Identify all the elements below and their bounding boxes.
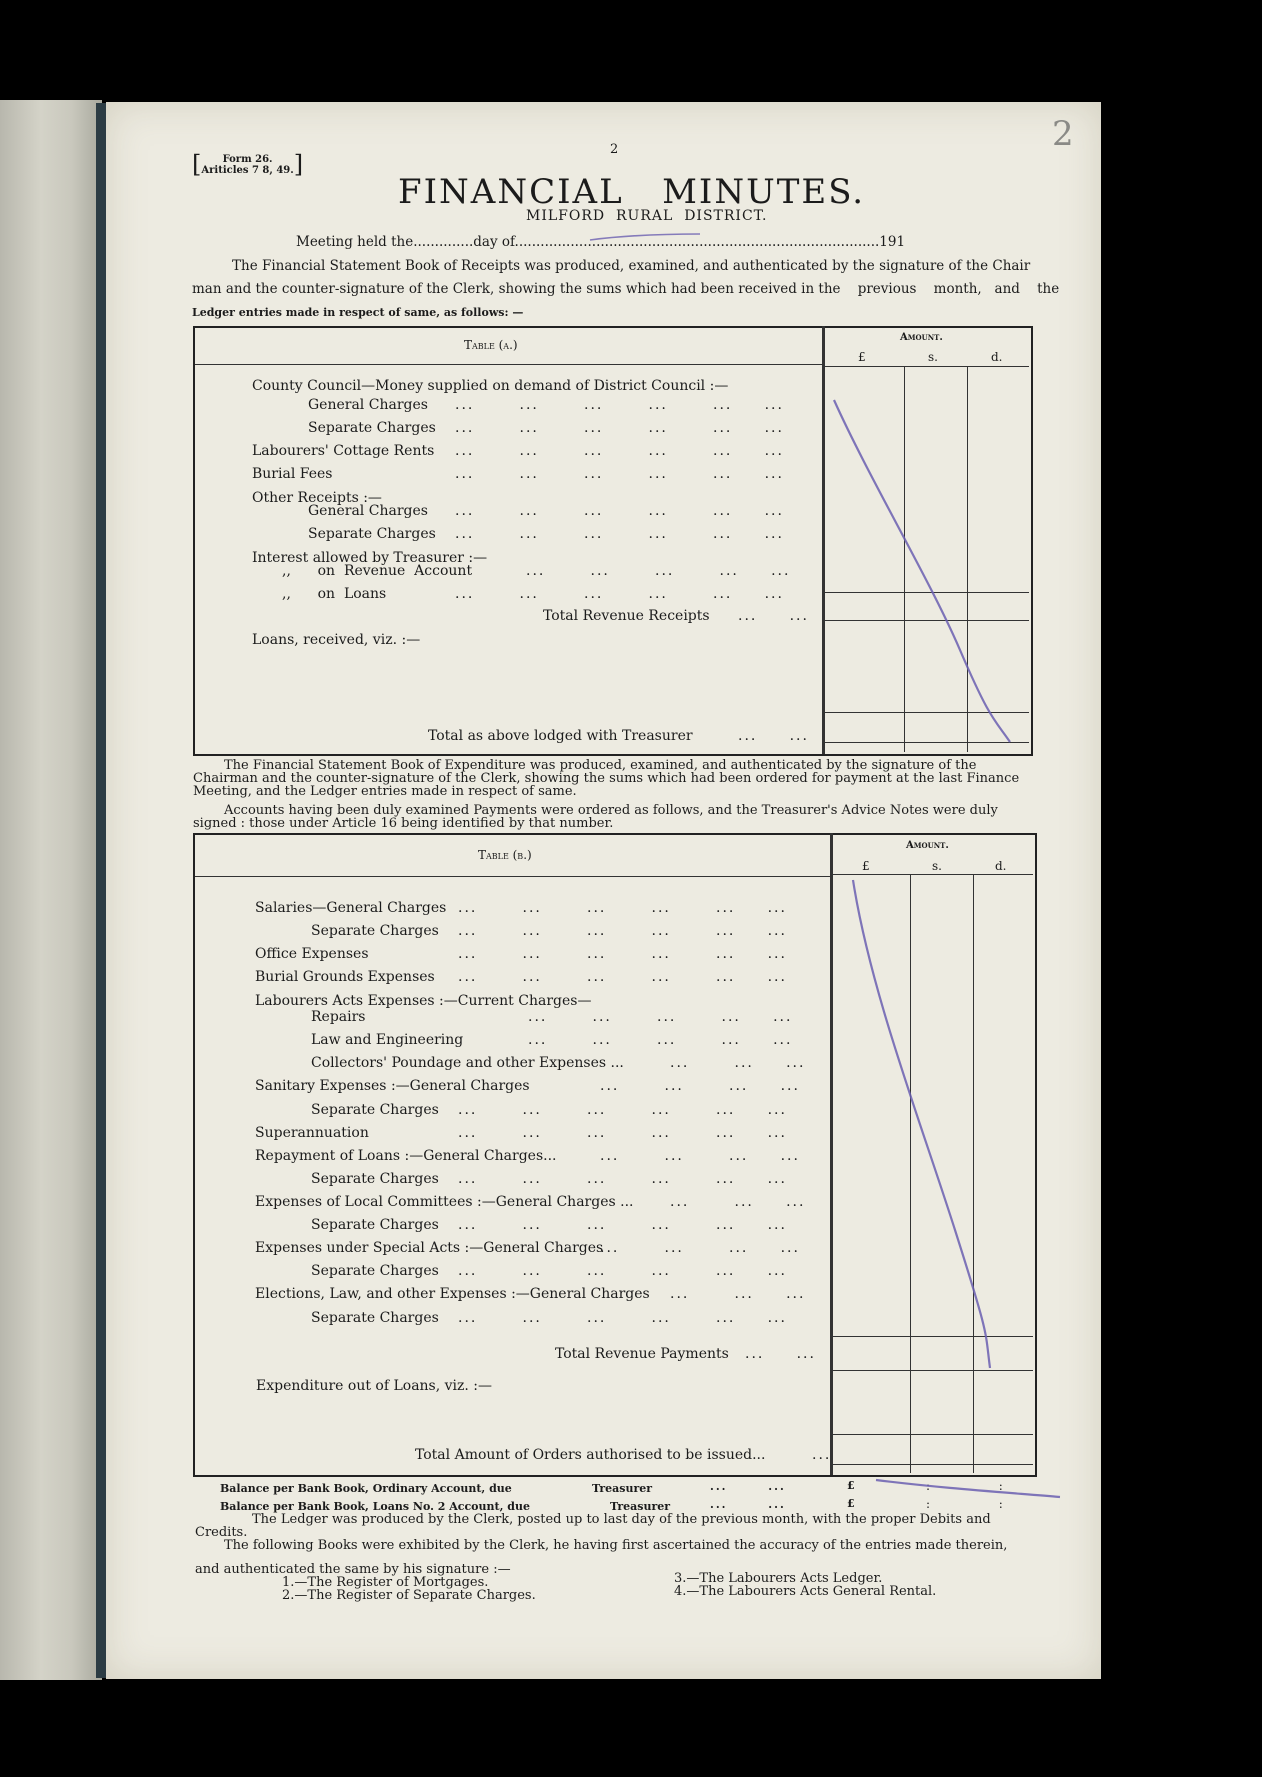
books-line-1: The following Books were exhibited by the Clerk, he having first ascertained the accuracy of the entries made therein, [224, 1538, 1008, 1553]
table-a-row: Burial Fees [252, 466, 333, 482]
balance-ordinary-treasurer: Treasurer [592, 1482, 653, 1495]
book-cover-edge [0, 100, 102, 1680]
dot-leader: ... ... ... ... ... ... [455, 420, 784, 436]
book-list-item: 2.—The Register of Separate Charges. [282, 1588, 536, 1603]
expenditure-intro-3: Meeting, and the Ledger entries made in respect of same. [193, 784, 577, 799]
dot-leader: ... ... ... [670, 1194, 806, 1210]
books-line-2: and authenticated the same by his signature :— [195, 1562, 511, 1577]
table-b-row: Superannuation [255, 1125, 369, 1141]
table-b-row: Collectors' Poundage and other Expenses ... [311, 1055, 624, 1071]
table-b-pounds-header: £ [862, 859, 870, 873]
expenditure-intro-2: Chairman and the counter-signature of the Clerk, showing the sums which had been ordered for payment at the last Finance [193, 771, 1020, 786]
dot-leader: ... ... ... [670, 1286, 806, 1302]
table-a-total-lodged: Total as above lodged with Treasurer [428, 728, 693, 744]
book-list-item: 3.—The Labourers Acts Ledger. [674, 1571, 883, 1586]
table-b-row: Separate Charges [311, 1171, 439, 1187]
table-b-loans-row: Expenditure out of Loans, viz. :— [256, 1378, 493, 1394]
table-a-title: Table (a.) [464, 338, 518, 352]
table-b-row: Salaries—General Charges [255, 900, 447, 916]
book-list-item: 4.—The Labourers Acts General Rental. [674, 1584, 937, 1599]
expenditure-intro-5: signed : those under Article 16 being identified by that number. [193, 816, 614, 831]
dot-leader: ... ... ... ... ... ... [455, 397, 784, 413]
dot-leader: ... ... ... ... ... ... [455, 466, 784, 482]
ledger-line-1: The Ledger was produced by the Clerk, posted up to last day of the previous month, with the proper Debits and [252, 1512, 991, 1527]
form-articles: Ariticles 7 8, 49. [201, 165, 294, 176]
receipts-intro-1: The Financial Statement Book of Receipts was produced, examined, and authenticated by the signature of the Chair [232, 258, 1031, 274]
table-b-row: Repayment of Loans :—General Charges... [255, 1148, 557, 1164]
table-b-row: Law and Engineering [311, 1032, 464, 1048]
dot-leader: ... ... ... ... ... ... [458, 1310, 787, 1326]
dot-leader: ... ... ... ... ... ... [458, 1217, 787, 1233]
expenditure-intro-1: The Financial Statement Book of Expenditure was produced, examined, and authenticated by the signature of the [224, 758, 977, 773]
dot-leader: ... ... [738, 728, 809, 744]
dot-leader: ... ... ... [670, 1055, 806, 1071]
table-b-row: Sanitary Expenses :—General Charges [255, 1078, 530, 1094]
table-b-row: Burial Grounds Expenses [255, 969, 435, 985]
table-a-row: Labourers' Cottage Rents [252, 443, 435, 459]
ledger-line-2: Credits. [195, 1525, 248, 1540]
book-spine [96, 103, 106, 1678]
dot-leader: ... ... ... ... ... ... [458, 1125, 787, 1141]
page-title: FINANCIAL MINUTES. [398, 172, 866, 212]
table-a-loans-row: Loans, received, viz. :— [252, 632, 421, 648]
table-a-pounds-header: £ [858, 350, 866, 364]
balance-loans-treasurer: Treasurer [610, 1500, 671, 1513]
receipts-intro-3: Ledger entries made in respect of same, as follows: — [192, 306, 524, 319]
table-b-pence-header: d. [995, 859, 1007, 873]
dot-leader: ... ... ... ... ... ... [458, 969, 787, 985]
table-b-row: Separate Charges [311, 923, 439, 939]
table-b-row: Separate Charges [311, 1310, 439, 1326]
table-a-row: Other Receipts :— [252, 490, 382, 506]
balance-loans-label: Balance per Bank Book, Loans No. 2 Account, due [220, 1500, 530, 1513]
district-subtitle: MILFORD RURAL DISTRICT. [526, 208, 768, 224]
dot-leader: ... ... ... ... ... ... [455, 586, 784, 602]
dot-leader: ... ... [710, 1480, 786, 1493]
expenditure-intro-4: Accounts having been duly examined Payments were ordered as follows, and the Treasurer's Advice Notes were duly [224, 803, 998, 818]
table-b-row: Separate Charges [311, 1102, 439, 1118]
dot-leader: ... ... ... ... [600, 1148, 800, 1164]
balance-ordinary-currency: £ [847, 1479, 855, 1492]
table-a-shillings-header: s. [928, 350, 938, 364]
table-a-row: ,, on Loans [282, 586, 387, 602]
table-b-row: Repairs [311, 1009, 366, 1025]
dot-leader: ... ... ... ... ... ... [455, 443, 784, 459]
meeting-line: Meeting held the..............day of.....................................................................................191 [296, 234, 906, 250]
table-a-amount-header: Amount. [900, 332, 943, 343]
dot-leader: ... ... ... ... ... [526, 563, 791, 579]
table-a-amount-divider [822, 326, 825, 754]
book-list-item: 1.—The Register of Mortgages. [282, 1575, 489, 1590]
dot-leader: ... ... ... ... ... [528, 1009, 793, 1025]
dot-leader: ... [812, 1447, 832, 1463]
table-a-row: Interest allowed by Treasurer :— [252, 550, 488, 566]
dot-leader: ... ... [710, 1498, 786, 1511]
page-number: 2 [610, 142, 619, 157]
dot-leader: ... ... ... ... ... ... [458, 1263, 787, 1279]
table-b-total-payments: Total Revenue Payments [555, 1346, 729, 1362]
dot-leader: ... ... ... ... ... ... [458, 900, 787, 916]
dot-leader: ... ... ... ... ... ... [458, 1102, 787, 1118]
balance-ordinary-label: Balance per Bank Book, Ordinary Account, due [220, 1482, 512, 1495]
dot-leader: ... ... [738, 608, 809, 624]
dot-leader: ... ... ... ... ... [528, 1032, 793, 1048]
table-a-row: Separate Charges [308, 526, 436, 542]
dot-leader: ... ... ... ... ... ... [458, 946, 787, 962]
table-b-title: Table (b.) [478, 848, 532, 862]
table-b-total-orders: Total Amount of Orders authorised to be issued... [415, 1447, 766, 1463]
dot-leader: ... ... ... ... ... ... [455, 503, 784, 519]
form-reference: [ Form 26. Ariticles 7 8, 49.] [192, 150, 304, 179]
table-a-row: County Council—Money supplied on demand of District Council :— [252, 378, 729, 394]
table-a-row: ,, on Revenue Account [282, 563, 473, 579]
table-b-shillings-header: s. [932, 859, 942, 873]
table-b-row: Elections, Law, and other Expenses :—General Charges [255, 1286, 650, 1302]
dot-leader: ... ... [745, 1346, 816, 1362]
table-b-row: Office Expenses [255, 946, 369, 962]
form-number: Form 26. [222, 154, 273, 165]
table-b-row: Separate Charges [311, 1217, 439, 1233]
dot-leader: ... ... ... ... [600, 1078, 800, 1094]
table-a-row: General Charges [308, 397, 428, 413]
table-b-amount-divider [830, 833, 833, 1475]
balance-loans-currency: £ [847, 1497, 855, 1510]
table-b-row: Expenses under Special Acts :—General Charges [255, 1240, 604, 1256]
table-b-row: Expenses of Local Committees :—General Charges ... [255, 1194, 634, 1210]
table-b-amount-header: Amount. [906, 840, 949, 851]
table-a-total-receipts: Total Revenue Receipts [543, 608, 710, 624]
table-a-pence-header: d. [991, 350, 1003, 364]
table-b-row: Labourers Acts Expenses :—Current Charges— [255, 993, 592, 1009]
dot-leader: ... ... ... ... ... ... [458, 923, 787, 939]
table-a-row: General Charges [308, 503, 428, 519]
corner-page-number: 2 [1052, 114, 1074, 154]
dot-leader: ... ... ... ... ... ... [455, 526, 784, 542]
table-a-row: Separate Charges [308, 420, 436, 436]
receipts-intro-2: man and the counter-signature of the Clerk, showing the sums which had been received in the previous month, and the [192, 281, 1060, 297]
dot-leader: ... ... ... ... [600, 1240, 800, 1256]
dot-leader: ... ... ... ... ... ... [458, 1171, 787, 1187]
table-b-row: Separate Charges [311, 1263, 439, 1279]
